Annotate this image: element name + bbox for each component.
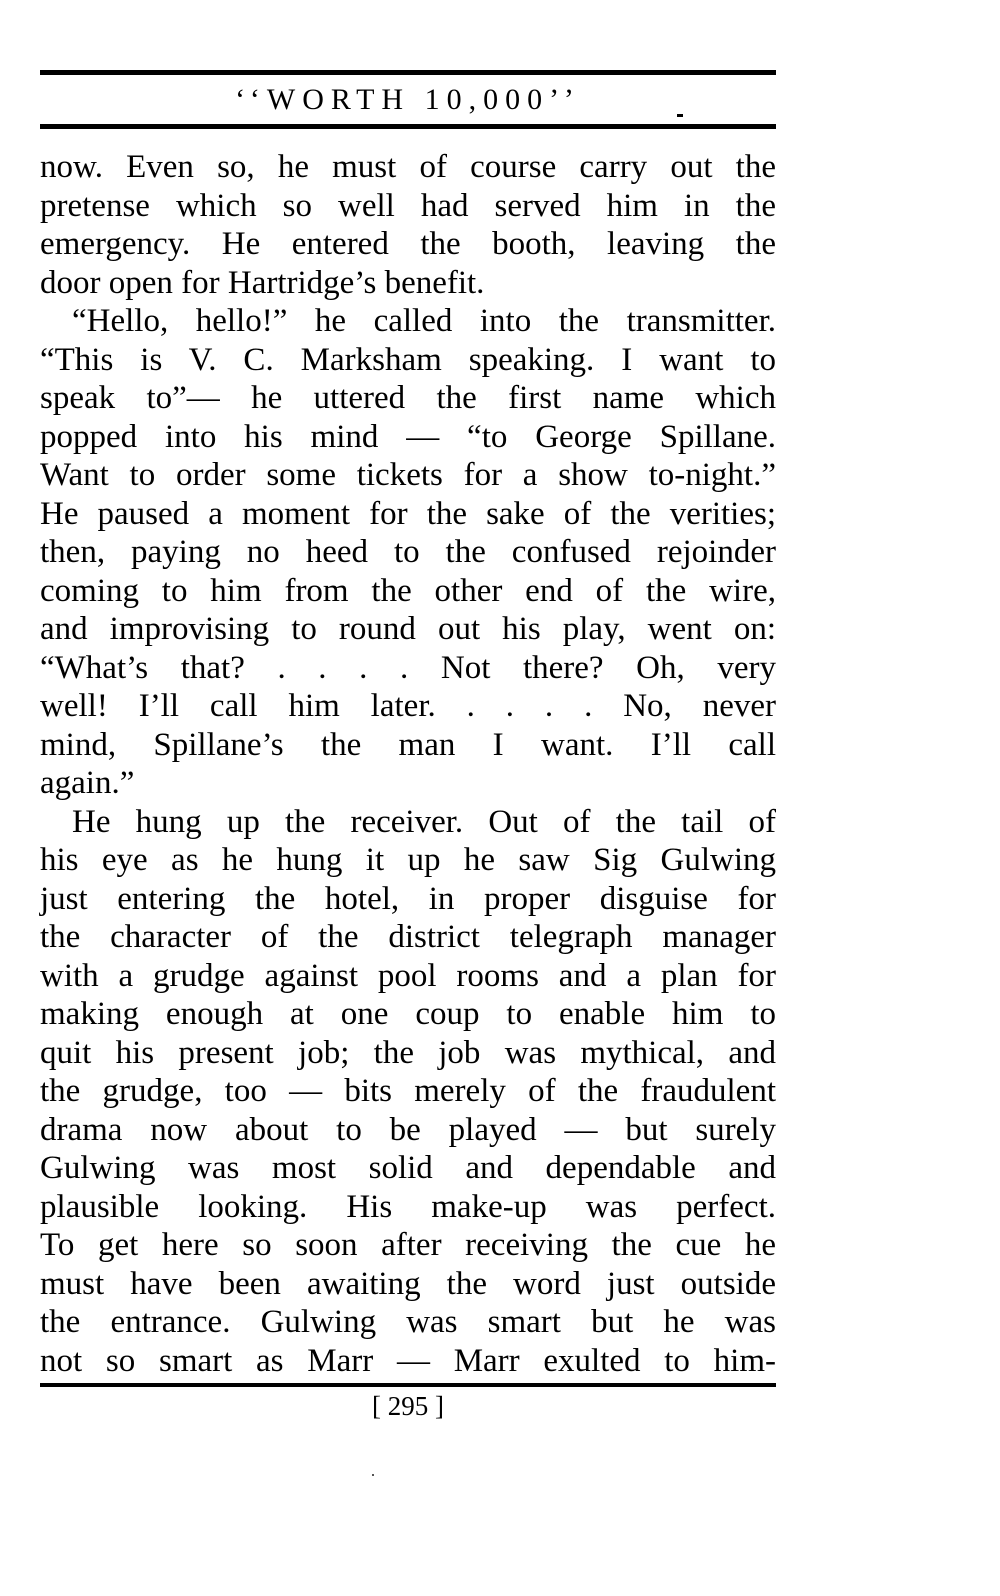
text-line: and improvising to round out his play, went on: xyxy=(40,611,776,647)
text-line: drama now about to be played — but surely xyxy=(40,1111,776,1148)
print-speck xyxy=(677,114,683,117)
text-line: the grudge, too — bits merely of the fraudulent xyxy=(40,1073,776,1109)
text-line: mind, Spillane’s the man I want. I’ll call xyxy=(40,726,776,763)
text-line: his eye as he hung it up he saw Sig Gulwing xyxy=(40,842,776,878)
text-line: then, paying no heed to the confused rejoinder xyxy=(40,534,776,570)
print-dot xyxy=(372,1474,374,1476)
running-head: ‘‘WORTH 10,000’’ xyxy=(235,83,581,116)
text-line: must have been awaiting the word just outside xyxy=(40,1265,776,1302)
body-text xyxy=(40,148,776,1380)
text-line: He paused a moment for the sake of the verities; xyxy=(40,495,776,532)
text-line: with a grudge against pool rooms and a plan for xyxy=(40,957,776,994)
footer-rule xyxy=(40,1383,776,1387)
text-line: just entering the hotel, in proper disguise for xyxy=(40,880,776,917)
text-line: the character of the district telegraph manager xyxy=(40,919,776,955)
text-line: emergency. He entered the booth, leaving the xyxy=(40,226,776,262)
text-line: Gulwing was most solid and dependable and xyxy=(40,1150,776,1186)
text-line: “Hello, hello!” he called into the transmitter. xyxy=(72,303,776,339)
header-rule-top xyxy=(40,70,776,75)
text-line: To get here so soon after receiving the cue he xyxy=(40,1227,776,1263)
text-line: Want to order some tickets for a show to-night.” xyxy=(40,457,776,493)
text-line: plausible looking. His make-up was perfect. xyxy=(40,1188,776,1225)
page-number: [ 295 ] xyxy=(372,1391,444,1421)
text-line: well! I’ll call him later. . . . . No, never xyxy=(40,688,776,724)
text-line: speak to”— he uttered the first name which xyxy=(40,380,776,416)
header-rule-bottom xyxy=(40,124,776,129)
text-line: again.” xyxy=(40,765,135,801)
text-line: pretense which so well had served him in the xyxy=(40,187,776,224)
text-line: the entrance. Gulwing was smart but he was xyxy=(40,1304,776,1340)
text-line: coming to him from the other end of the wire, xyxy=(40,572,776,609)
text-line: quit his present job; the job was mythical, and xyxy=(40,1034,776,1071)
text-line: popped into his mind — “to George Spillane. xyxy=(40,418,776,455)
text-line: “This is V. C. Marksham speaking. I want to xyxy=(40,341,776,378)
text-line: door open for Hartridge’s benefit. xyxy=(40,264,485,301)
text-line: now. Even so, he must of course carry out the xyxy=(40,149,776,185)
text-line: He hung up the receiver. Out of the tail of xyxy=(72,803,776,840)
text-line: not so smart as Marr — Marr exulted to him- xyxy=(40,1342,776,1379)
text-line: “What’s that? . . . . Not there? Oh, very xyxy=(40,649,776,686)
text-line: making enough at one coup to enable him to xyxy=(40,996,776,1032)
